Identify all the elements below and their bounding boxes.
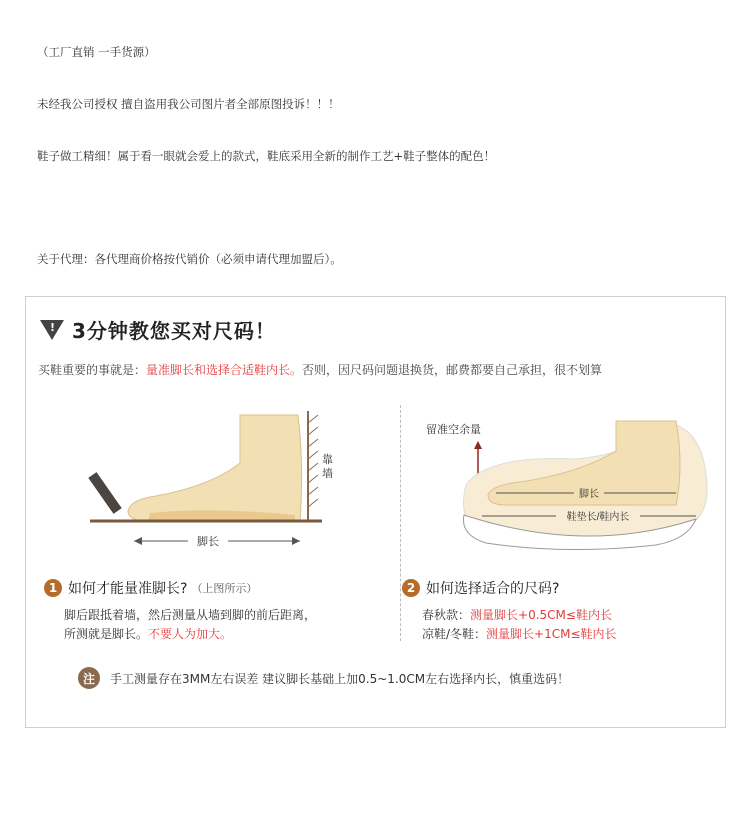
wall-label-top: 靠 [322,454,333,466]
foot-shape [128,415,302,521]
foot-label: 脚长 [579,489,599,500]
section2-number-badge: 2 [402,579,420,597]
section1-subtitle: （上图所示） [191,582,258,595]
header-line-description: 鞋子做工精细！属于看一眼就会爱上的款式，鞋底采用全新的制作工艺+鞋子整体的配色！ [37,149,496,163]
length-label: 脚长 [197,536,219,548]
header-line-agent: 关于代理：各代理商价格按代销价（必须申请代理加盟后）。 [37,252,342,266]
space-label: 留准空余量 [426,424,481,436]
guide-title: 3分钟教您买对尺码！ [72,319,276,343]
section1-text1: 脚后跟抵着墙，然后测量从墙到脚的前后距离， [64,608,317,622]
note-text: 手工测量存在3MM左右误差 建议脚长基础上加0.5~1.0CM左右选择内长，慎重选码！ [110,671,570,686]
intro-prefix: 买鞋重要的事就是： [38,363,147,377]
section2-row2-label: 凉鞋/冬鞋： [422,627,487,641]
section1-text2 [64,625,232,642]
ruler-block-icon [88,472,121,514]
section2-title: 如何选择适合的尺码? [426,581,560,597]
section1-title-row [44,578,257,598]
section2-row2-value: 测量脚长+1CM≤鞋内长 [486,627,617,641]
insole-label: 鞋垫长/鞋内长 [566,512,630,523]
section1-text2-highlight: 不要人为加大。 [148,627,233,641]
header-line-copyright: 未经我公司授权 擅自盗用我公司图片者全部原图投诉！！！ [37,97,340,111]
foot-measure-illustration [90,403,333,563]
note-badge: 注 [78,667,100,689]
section-divider [400,405,401,641]
warning-triangle-icon: ! [40,320,64,340]
section2-title-row [402,578,559,598]
intro-suffix: 否则，因尺码问题退换货，邮费都要自己承担，很不划算 [302,363,603,377]
section1-number-badge: 1 [44,579,62,597]
section1-title: 如何才能量准脚长? [68,581,188,597]
guide-title-row [40,315,276,344]
header-line-factory: （工厂直销 一手货源） [37,45,156,59]
shoe-fit-illustration [426,415,696,565]
intro-highlight: 量准脚长和选择合适鞋内长。 [146,363,303,377]
size-guide-panel [25,296,726,728]
wall-label-bottom: 墙 [322,468,333,480]
section2-row2 [422,625,617,642]
guide-intro [38,361,602,378]
section2-row1-value: 测量脚长+0.5CM≤鞋内长 [470,608,612,622]
wall-hatch [308,415,318,507]
section1-text2-prefix: 所测就是脚长。 [64,627,149,641]
section2-row1-label: 春秋款： [422,608,471,622]
section2-row1 [422,606,612,623]
note-row [78,667,569,689]
